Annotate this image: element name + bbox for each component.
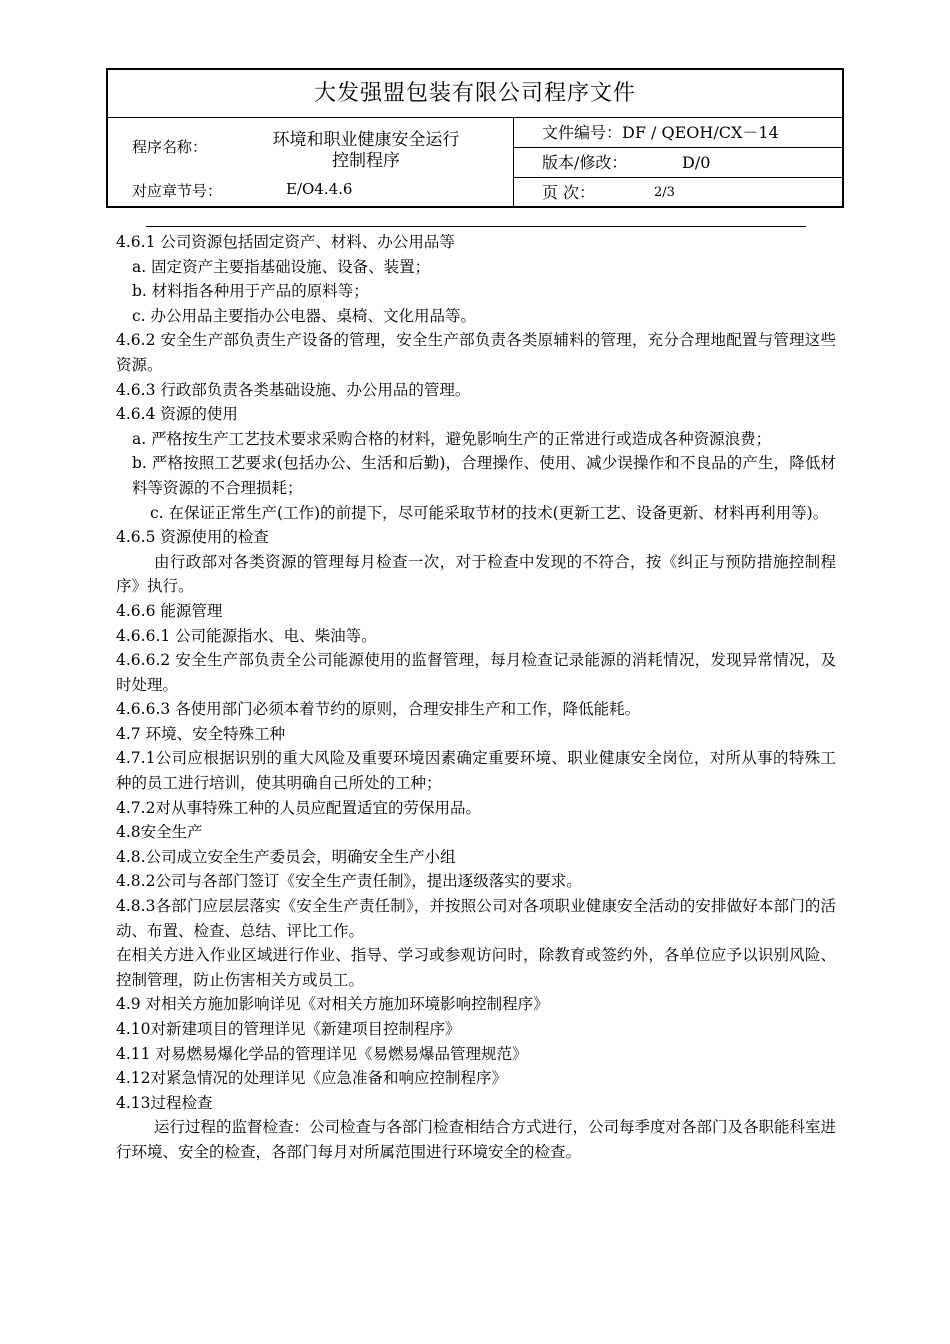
- document-body: [116, 230, 836, 1165]
- document-meta-cell: [514, 118, 844, 208]
- paragraph-4-8-1: 4.8.公司成立安全生产委员会，明确安全生产小组: [116, 847, 456, 866]
- header-separator-line: [146, 226, 806, 227]
- paragraph-4-12: 4.12对紧急情况的处理详见《应急准备和响应控制程序》: [116, 1069, 508, 1088]
- doc-number-value: DF / QEOH/CX－14: [622, 123, 779, 142]
- paragraph-4-6-2: 4.6.2 安全生产部负责生产设备的管理，安全生产部负责各类原辅料的管理，充分合理地配置与管理这些资源。: [116, 331, 836, 374]
- paragraph-4-8-2: 4.8.2公司与各部门签订《安全生产责任制》，提出逐级落实的要求。: [116, 872, 582, 891]
- page-value: 2/3: [654, 185, 675, 200]
- paragraph-4-6-5-body: 由行政部对各类资源的管理每月检查一次，对于检查中发现的不符合，按《纠正与预防措施控制程序》执行。: [116, 552, 836, 596]
- paragraph-4-6-1: 4.6.1 公司资源包括固定资产、材料、办公用品等: [116, 233, 455, 251]
- paragraph-4-10: 4.10对新建项目的管理详见《新建项目控制程序》: [116, 1020, 461, 1038]
- paragraph-4-7-1: 4.7.1公司应根据识别的重大风险及重要环境因素确定重要环境、职业健康安全岗位，对所从事的特殊工种的员工进行培训，使其明确自己所处的工种；: [116, 749, 836, 793]
- heading-4-8: 4.8安全生产: [116, 823, 203, 842]
- page-label: 页 次：: [542, 183, 596, 202]
- paragraph-4-6-6-1: 4.6.6.1 公司能源指水、电、柴油等。: [116, 626, 377, 645]
- paragraph-4-8-3: 4.8.3各部门应层层落实《安全生产责任制》，并按照公司对各项职业健康安全活动的安排做好本部门的活动、布置、检查、总结、评比工作。: [116, 897, 836, 940]
- chapter-value: E/O4.4.6: [286, 180, 353, 198]
- program-info-cell: [108, 118, 514, 208]
- paragraph-4-11: 4.11 对易燃易爆化学品的管理详见《易燃易爆品管理规范》: [116, 1044, 528, 1063]
- program-name-line1: 环境和职业健康安全运行: [272, 130, 460, 150]
- program-name: [226, 130, 506, 172]
- version-row: [514, 148, 844, 178]
- company-title: 大发强盟包装有限公司程序文件: [108, 70, 842, 118]
- paragraph-4-9: 4.9 对相关方施加影响详见《对相关方施加环境影响控制程序》: [116, 995, 549, 1014]
- paragraph-4-6-6-3: 4.6.6.3 各使用部门必须本着节约的原则，合理安排生产和工作，降低能耗。: [116, 700, 641, 719]
- list-item-a-fixed-assets: a. 固定资产主要指基础设施、设备、装置；: [132, 257, 431, 276]
- paragraph-4-7-2: 4.7.2对从事特殊工种的人员应配置适宜的劳保用品。: [116, 798, 481, 817]
- doc-number-label: 文件编号：: [542, 123, 623, 142]
- heading-4-6-6: 4.6.6 能源管理: [116, 601, 223, 620]
- version-label: 版本/修改：: [542, 153, 628, 172]
- heading-4-13: 4.13过程检查: [116, 1093, 213, 1112]
- chapter-label: 对应章节号：: [132, 182, 223, 200]
- paragraph-4-6-6-2: 4.6.6.2 安全生产部负责全公司能源使用的监督管理，每月检查记录能源的消耗情况，发现异常情况，及时处理。: [116, 651, 836, 694]
- program-name-label: 程序名称：: [132, 138, 208, 156]
- paragraph-related-parties: 在相关方进入作业区域进行作业、指导、学习或参观访问时，除教育或签约外，各单位应予以识别风险、控制管理，防止伤害相关方或员工。: [116, 946, 836, 989]
- list-item-a-purchase: a. 严格按生产工艺技术要求采购合格的材料，避免影响生产的正常进行或造成各种资源浪费；: [132, 429, 772, 448]
- document-header-table: [106, 68, 844, 208]
- list-item-c-office-supplies: c. 办公用品主要指办公电器、桌椅、文化用品等。: [132, 306, 477, 325]
- heading-4-6-4: 4.6.4 资源的使用: [116, 405, 238, 424]
- paragraph-4-6-3: 4.6.3 行政部负责各类基础设施、办公用品的管理。: [116, 380, 471, 399]
- heading-4-7: 4.7 环境、安全特殊工种: [116, 724, 286, 743]
- version-value: D/0: [682, 153, 711, 172]
- list-item-b-materials: b. 材料指各种用于产品的原料等；: [132, 282, 369, 301]
- heading-4-6-5: 4.6.5 资源使用的检查: [116, 528, 269, 547]
- doc-number-row: [514, 118, 844, 148]
- paragraph-4-13-body: 运行过程的监督检查：公司检查与各部门检查相结合方式进行，公司每季度对各部门及各职能科室进行环境、安全的检查，各部门每月对所属范围进行环境安全的检查。: [116, 1118, 837, 1161]
- program-name-line2: 控制程序: [332, 151, 400, 171]
- list-item-b-operation: b. 严格按照工艺要求(包括办公、生活和后勤)，合理操作、使用、减少误操作和不良品的产生，降低材料等资源的不合理损耗；: [132, 454, 836, 497]
- list-item-c-saving: c. 在保证正常生产(工作)的前提下，尽可能采取节材的技术(更新工艺、设备更新、材料再利用等)。: [150, 503, 829, 522]
- page-row: [514, 178, 844, 208]
